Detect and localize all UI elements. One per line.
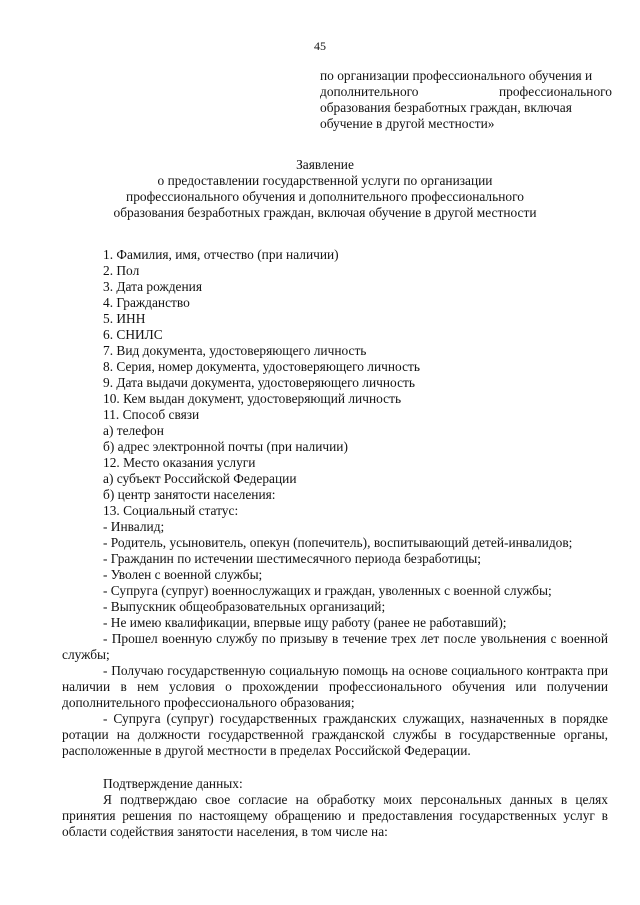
list-item: 3. Дата рождения xyxy=(103,279,202,294)
title-line-3: образования безработных граждан, включая обучение в другой местности xyxy=(113,205,537,220)
header-note-line-1: по организации профессионального обучения и xyxy=(320,68,593,83)
section-spacer xyxy=(62,759,608,776)
list-item: б) центр занятости населения: xyxy=(103,487,276,502)
page-number: 45 xyxy=(314,39,326,53)
list-item: - Гражданин по истечении шестимесячного периода безработицы; xyxy=(103,551,481,566)
list-item: а) субъект Российской Федерации xyxy=(103,471,297,486)
list-item: 2. Пол xyxy=(103,263,140,278)
list-item: - Родитель, усыновитель, опекун (попечитель), воспитывающий детей-инвалидов; xyxy=(103,535,573,550)
document-title xyxy=(60,157,590,221)
header-note-line-4: обучение в другой местности» xyxy=(320,116,495,131)
list-item: б) адрес электронной почты (при наличии) xyxy=(103,439,348,454)
list-item: 6. СНИЛС xyxy=(103,327,163,342)
list-item: 11. Способ связи xyxy=(103,407,200,422)
title-line-2: профессионального обучения и дополнительного профессионального xyxy=(126,189,524,204)
list-item: - Выпускник общеобразовательных организаций; xyxy=(103,599,386,614)
list-item: 4. Гражданство xyxy=(103,295,190,310)
list-item: 5. ИНН xyxy=(103,311,146,326)
list-item: а) телефон xyxy=(103,423,164,438)
header-note-line-2 xyxy=(320,84,612,100)
paragraph-spouse-civil-servant: - Супруга (супруг) государственных гражданских служащих, назначенных в порядке ротации на должности государственной гражданской службы в государственные органы, расположенные в другой местности в пределах Российской Федерации. xyxy=(62,711,608,758)
header-note-line-3: образования безработных граждан, включая xyxy=(320,100,572,115)
list-item: 7. Вид документа, удостоверяющего личность xyxy=(103,343,367,358)
confirmation-heading: Подтверждение данных: xyxy=(103,776,243,791)
form-content xyxy=(62,247,608,840)
list-item: - Не имею квалификации, впервые ищу работу (ранее не работавший); xyxy=(103,615,507,630)
list-item: 1. Фамилия, имя, отчество (при наличии) xyxy=(103,247,339,262)
paragraph-social-aid: - Получаю государственную социальную помощь на основе социального контракта при наличии в нем условия о прохождении профессионального обучения или получении дополнительного профессионального образования; xyxy=(62,663,608,710)
paragraph-military-service: - Прошел военную службу по призыву в течение трех лет после увольнения с военной службы; xyxy=(62,631,608,662)
list-item: 12. Место оказания услуги xyxy=(103,455,256,470)
list-item: 8. Серия, номер документа, удостоверяющего личность xyxy=(103,359,420,374)
paragraph-consent: Я подтверждаю свое согласие на обработку моих персональных данных в целях принятия решения по настоящему обращению и предоставления государственных услуг в области содействия занятости населения, в том числе на: xyxy=(62,792,608,839)
list-item: 9. Дата выдачи документа, удостоверяющего личность xyxy=(103,375,415,390)
list-item: - Супруга (супруг) военнослужащих и граждан, уволенных с военной службы; xyxy=(103,583,552,598)
title-heading: Заявление xyxy=(296,157,354,172)
header-note xyxy=(320,68,612,132)
list-item: 13. Социальный статус: xyxy=(103,503,239,518)
list-item: - Инвалид; xyxy=(103,519,165,534)
header-note-line-2-right: профессионального xyxy=(499,84,612,99)
title-line-1: о предоставлении государственной услуги по организации xyxy=(157,173,493,188)
list-item: 10. Кем выдан документ, удостоверяющий личность xyxy=(103,391,402,406)
list-item: - Уволен с военной службы; xyxy=(103,567,263,582)
header-note-line-2-left: дополнительного xyxy=(320,84,419,99)
